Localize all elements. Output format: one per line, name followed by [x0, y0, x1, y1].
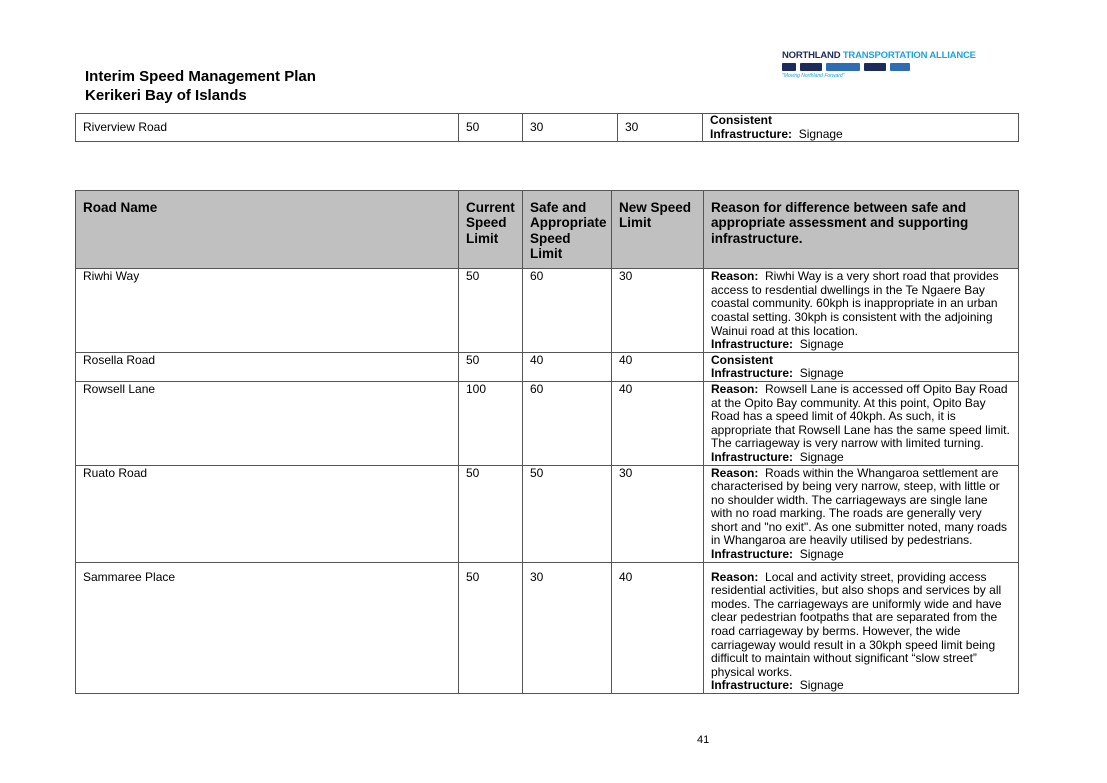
current-speed-cell: 100 [459, 381, 523, 465]
partner-logos [782, 63, 950, 71]
logo-name-part1: NORTHLAND [782, 50, 841, 61]
infrastructure-line [711, 451, 1011, 465]
infrastructure-label: Infrastructure: [711, 337, 794, 352]
current-speed-cell: 50 [459, 352, 523, 381]
infrastructure-line [710, 128, 1011, 142]
road-name-cell: Rosella Road [76, 352, 459, 381]
infrastructure-label: Infrastructure: [711, 449, 794, 464]
road-name-cell: Rowsell Lane [76, 381, 459, 465]
partner-logo-icon [800, 63, 822, 71]
partner-logo-icon [826, 63, 860, 71]
safe-speed-cell: 60 [523, 269, 612, 353]
logo-tagline: "Moving Northland Forward" [782, 73, 845, 79]
table-row [76, 114, 1019, 142]
current-speed-cell: 50 [459, 114, 523, 142]
table-row [76, 562, 1019, 693]
reason-paragraph [711, 571, 1011, 680]
infrastructure-value: Signage [798, 126, 843, 141]
infrastructure-value: Signage [799, 337, 844, 352]
infrastructure-line [711, 338, 1011, 352]
table-row [76, 269, 1019, 353]
safe-speed-cell: 30 [523, 562, 612, 693]
road-name-cell: Riwhi Way [76, 269, 459, 353]
safe-speed-cell: 40 [523, 352, 612, 381]
reason-cell [704, 465, 1019, 562]
road-name-cell: Riverview Road [76, 114, 459, 142]
infrastructure-label: Infrastructure: [711, 366, 794, 381]
reason-cell [704, 269, 1019, 353]
reason-label: Reason: [711, 381, 759, 396]
header-reason: Reason for difference between safe and appropriate assessment and supporting infrastructure. [704, 191, 1019, 269]
infrastructure-value: Signage [799, 449, 844, 464]
new-speed-cell: 40 [612, 381, 704, 465]
new-speed-cell: 30 [612, 465, 704, 562]
document-title [85, 67, 316, 105]
infrastructure-line [711, 548, 1011, 562]
logo-name [782, 50, 976, 61]
logo-name-part2: TRANSPORTATION ALLIANCE [842, 50, 976, 61]
partner-logo-icon [890, 63, 910, 71]
reason-cell [704, 352, 1019, 381]
reason-text: Roads within the Whangaroa settlement are characterised by being very narrow, steep, with little or no shoulder width. The carriageways are single lane with no road marking. The roads are generally very short and "no exit". As one submitter noted, many roads in Whangaroa are heavily utilised by pedestrians. [711, 465, 1008, 548]
infrastructure-line [711, 367, 1011, 381]
continued-table [75, 113, 1019, 142]
header-current-speed: Current Speed Limit [459, 191, 523, 269]
reason-cell [703, 114, 1019, 142]
reason-label: Consistent [710, 113, 773, 127]
current-speed-cell: 50 [459, 465, 523, 562]
road-name-cell: Ruato Road [76, 465, 459, 562]
title-line-1: Interim Speed Management Plan [85, 68, 316, 85]
safe-speed-cell: 60 [523, 381, 612, 465]
table-header-row [76, 191, 1019, 269]
reason-paragraph [711, 270, 1011, 338]
current-speed-cell: 50 [459, 269, 523, 353]
reason-label: Reason: [711, 269, 759, 284]
new-speed-cell: 30 [612, 269, 704, 353]
header-new-speed: New Speed Limit [612, 191, 704, 269]
infrastructure-value: Signage [799, 547, 844, 562]
new-speed-cell: 30 [618, 114, 703, 142]
reason-cell [704, 381, 1019, 465]
page-number: 41 [697, 734, 710, 746]
infrastructure-value: Signage [799, 678, 844, 693]
reason-label: Consistent [711, 352, 774, 367]
northland-transportation-alliance-logo [782, 50, 976, 79]
header-safe-speed: Safe and Appropriate Speed Limit [523, 191, 612, 269]
infrastructure-label: Infrastructure: [710, 126, 793, 141]
new-speed-cell: 40 [612, 562, 704, 693]
reason-paragraph [711, 383, 1011, 451]
safe-speed-cell: 50 [523, 465, 612, 562]
reason-cell [704, 562, 1019, 693]
title-line-2: Kerikeri Bay of Islands [85, 87, 247, 104]
reason-label: Reason: [711, 569, 759, 584]
current-speed-cell: 50 [459, 562, 523, 693]
reason-text: Riwhi Way is a very short road that provides access to resdential dwellings in the Te Ngaere Bay coastal community. 60kph is inappropriate in an urban coastal setting. 30kph is consistent with the adjoining Wainui road at this location. [711, 269, 999, 338]
header-road-name: Road Name [76, 191, 459, 269]
reason-paragraph [711, 467, 1011, 549]
partner-logo-icon [782, 63, 796, 71]
infrastructure-label: Infrastructure: [711, 678, 794, 693]
safe-speed-cell: 30 [523, 114, 618, 142]
table-row [76, 381, 1019, 465]
reason-text: Local and activity street, providing access residential activities, but also shops and services by all modes. The carriageways are uniformly wide and have clear pedestrian footpaths that are separated from the road carriageway by berms. However, the wide carriageway would result in a 30kph speed limit being difficult to maintain without significant “slow street” physical works. [711, 569, 1002, 679]
speed-limit-table [75, 190, 1019, 694]
table-row [76, 465, 1019, 562]
infrastructure-value: Signage [799, 366, 844, 381]
infrastructure-label: Infrastructure: [711, 547, 794, 562]
infrastructure-line [711, 679, 1011, 693]
reason-text: Rowsell Lane is accessed off Opito Bay Road at the Opito Bay community. At this point, Opito Bay Road has a speed limit of 40kph. As such, it is appropriate that Rowsell Lane has the same speed limit. The carriageway is very narrow with limited turning. [711, 381, 1010, 451]
table-row [76, 352, 1019, 381]
new-speed-cell: 40 [612, 352, 704, 381]
reason-label: Reason: [711, 465, 759, 480]
partner-logo-icon [864, 63, 886, 71]
road-name-cell: Sammaree Place [76, 562, 459, 693]
